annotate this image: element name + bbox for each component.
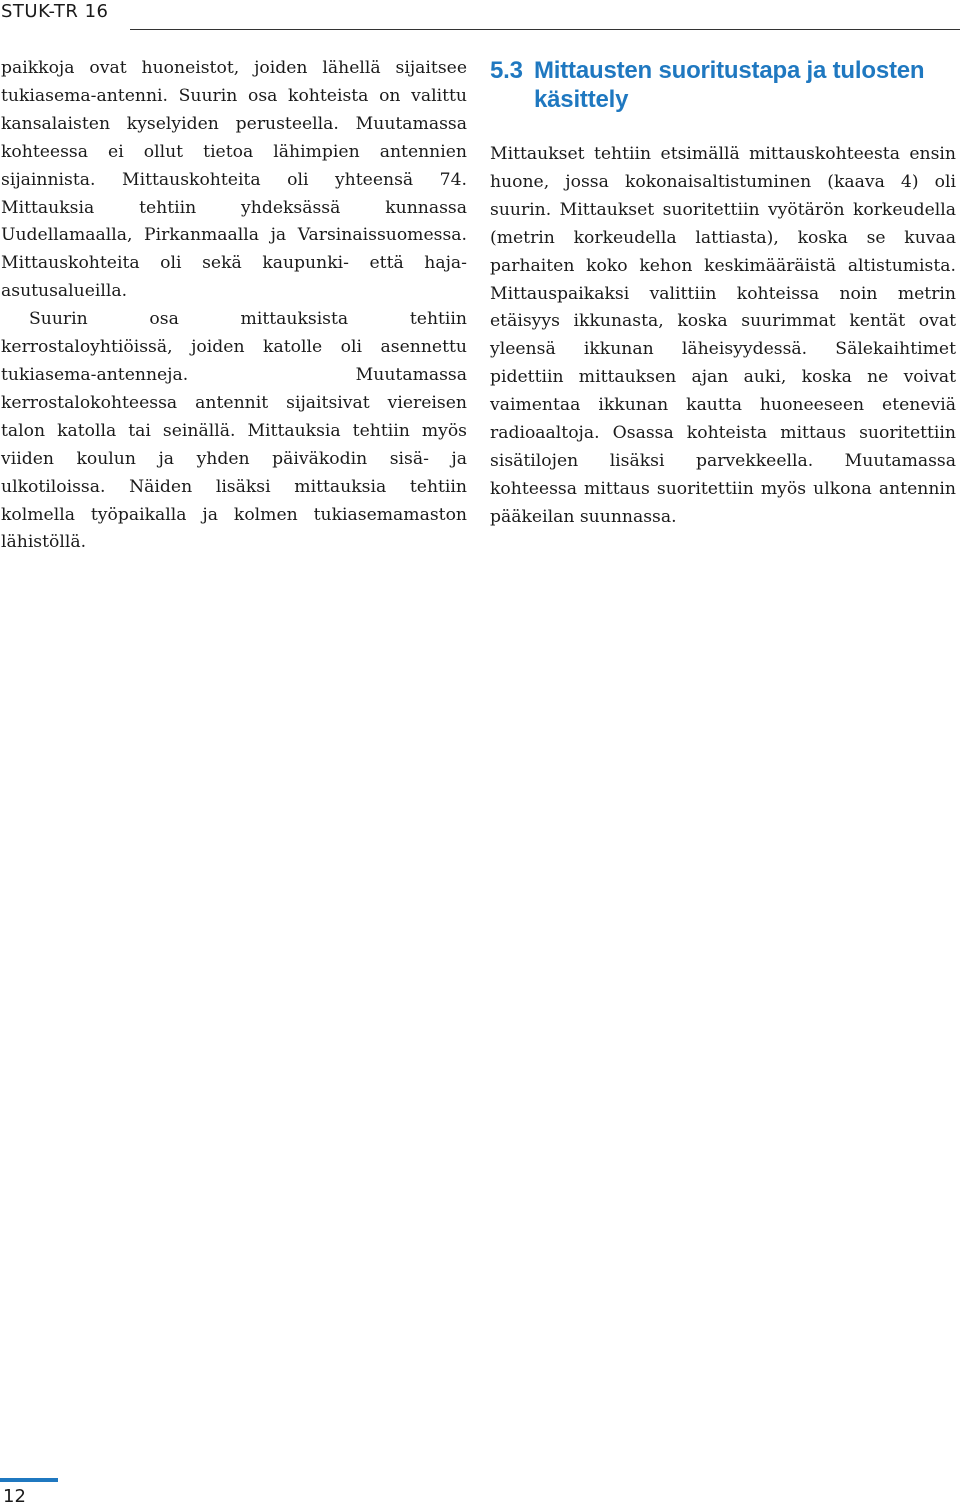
series-label: STUK-TR 16: [1, 1, 109, 22]
header-divider: [130, 29, 960, 30]
section-heading: [490, 56, 956, 114]
section-number: 5.3: [490, 57, 523, 84]
page-header: [0, 0, 960, 34]
left-column: [1, 55, 467, 557]
section-title: Mittausten suoritustapa ja tulosten käsittely: [534, 57, 925, 113]
body-paragraph: Mittaukset tehtiin etsimällä mittauskohteesta ensin huone, jossa kokonaisaltistuminen (kaava 4) oli suurin. Mittaukset suoritettiin vyötärön korkeudella (metrin korkeudella lattiasta), koska se kuvaa parhaiten koko kehon keskimääräistä altistumista. Mittauspaikaksi valittiin kohteissa noin metrin etäisyys ikkunasta, koska suurimmat kentät ovat yleensä ikkunan läheisyydessä. Sälekaihtimet pidettiin mittauksen ajan auki, koska ne voivat vaimentaa ikkunan kautta huoneeseen eteneviä radioaaltoja. Osassa kohteista mittaus suoritettiin sisätilojen lisäksi parvekkeella. Muutamassa kohteessa mittaus suoritettiin myös ulkona antennin pääkeilan suunnassa.: [490, 144, 956, 527]
right-column: [490, 56, 956, 532]
body-paragraph: paikkoja ovat huoneistot, joiden lähellä sijaitsee tukiasema-antenni. Suurin osa kohteista on valittu kansalaisten kyselyiden perusteella. Muutamassa kohteessa ei ollut tietoa lähimpien antennien sijainnista. Mittauskohteita oli yhteensä 74. Mittauksia tehtiin yhdeksässä kunnassa Uudellamaalla, Pirkanmaalla ja Varsinaissuomessa. Mittauskohteita oli sekä kaupunki- että haja-asutusalueilla.: [1, 58, 467, 302]
page-number: 12: [3, 1486, 26, 1507]
footer-accent-bar: [0, 1478, 58, 1482]
body-paragraph: Suurin osa mittauksista tehtiin kerrostaloyhtiöissä, joiden katolle oli asennettu tukiasema-antenneja. Muutamassa kerrostalokohteessa antennit sijaitsivat viereisen talon katolla tai seinällä. Mittauksia tehtiin myös viiden koulun ja yhden päiväkodin sisä- ja ulkotiloissa. Näiden lisäksi mittauksia tehtiin kolmella työpaikalla ja kolmen tukiasemamaston lähistöllä.: [1, 309, 467, 553]
